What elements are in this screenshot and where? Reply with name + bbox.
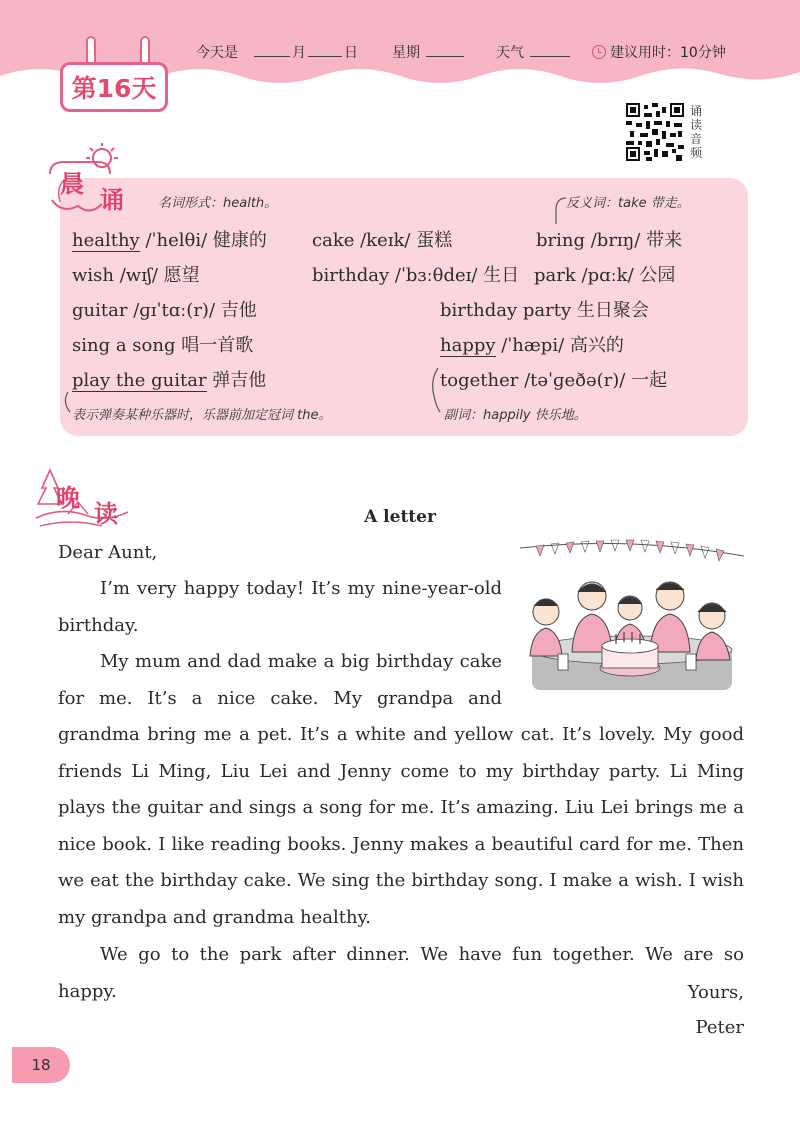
note-instrument: 表示弹奏某种乐器时，乐器前加定冠词 the。 (72, 408, 332, 423)
antonym-pointer-icon (552, 196, 568, 226)
vocab-item: bring /brɪŋ/ 带来 (536, 230, 683, 251)
evening-title-2: 读 (94, 500, 118, 528)
weekday-blank[interactable] (426, 42, 464, 57)
weather-label: 天气 (496, 45, 524, 61)
letter-paragraph-3: We go to the park after dinner. We have fun together. We are so happy. (58, 944, 744, 1002)
qr-code-icon[interactable] (626, 103, 684, 161)
note-antonym: 反义词：take 带走。 (566, 196, 690, 211)
letter-paragraph-2: My mum and dad make a big birthday cake for me. It’s a nice cake. My grandpa and (58, 651, 502, 709)
morning-section-icon (40, 140, 140, 220)
page-number: 18 (12, 1047, 70, 1083)
letter-paragraph-1: I’m very happy today! It’s my nine-year-old birthday. (58, 578, 502, 636)
vocab-item: cake /keɪk/ 蛋糕 (312, 230, 453, 251)
vocab-item: healthy /ˈhelθi/ 健康的 (72, 230, 267, 251)
weekday-label: 星期 (392, 45, 420, 61)
day-badge: 第16天 (60, 62, 168, 112)
clock-icon (592, 45, 606, 59)
adverb-pointer-icon (428, 366, 442, 414)
qr-label: 诵读音频 (690, 104, 703, 160)
vocab-item: play the guitar 弹吉他 (72, 370, 267, 391)
weather-blank[interactable] (530, 42, 570, 57)
morning-title-1: 晨 (60, 170, 84, 198)
morning-title-2: 诵 (100, 186, 124, 214)
letter-signature: Peter (695, 1017, 744, 1038)
vocab-item: wish /wɪʃ/ 愿望 (72, 265, 200, 286)
letter-closing: Yours, (687, 982, 744, 1003)
day-blank[interactable] (308, 42, 342, 57)
vocab-item: birthday party 生日聚会 (440, 300, 649, 321)
letter-paragraph-2-cont: grandma bring me a pet. It’s a white and yellow cat. It’s lovely. My good friends Li Ming, Liu Lei and Jenny come to my birthday party. Li Ming plays the guitar and sings a song for me. It’s amazing. Liu Lei brings me a nice book. I like reading books. Jenny makes a beautiful card for me. Then we eat the birthday cake. We sing the birthday song. I make a wish. I wish my grandpa and grandma healthy. (58, 724, 744, 928)
vocab-item: sing a song 唱一首歌 (72, 335, 254, 356)
vocab-item: birthday /ˈbɜːθdeɪ/ 生日 (312, 265, 520, 286)
note-noun-form: 名词形式：health。 (158, 196, 278, 211)
today-label: 今天是 (196, 45, 238, 61)
letter-greeting: Dear Aunt, (58, 542, 158, 563)
vocab-item: guitar /ɡɪˈtɑː(r)/ 吉他 (72, 300, 257, 321)
month-label: 月 (292, 45, 306, 61)
day-label: 日 (344, 45, 358, 61)
vocab-item: park /pɑːk/ 公园 (534, 265, 676, 286)
note-adverb: 副词：happily 快乐地。 (444, 408, 587, 423)
month-blank[interactable] (254, 42, 290, 57)
vocab-item: together /təˈɡeðə(r)/ 一起 (440, 370, 668, 391)
birthday-party-illustration (518, 536, 746, 696)
suggested-time: 建议用时：10分钟 (610, 45, 726, 61)
letter-title: A letter (364, 507, 436, 527)
evening-title-1: 晚 (56, 484, 80, 512)
vocab-item: happy /ˈhæpi/ 高兴的 (440, 335, 624, 356)
